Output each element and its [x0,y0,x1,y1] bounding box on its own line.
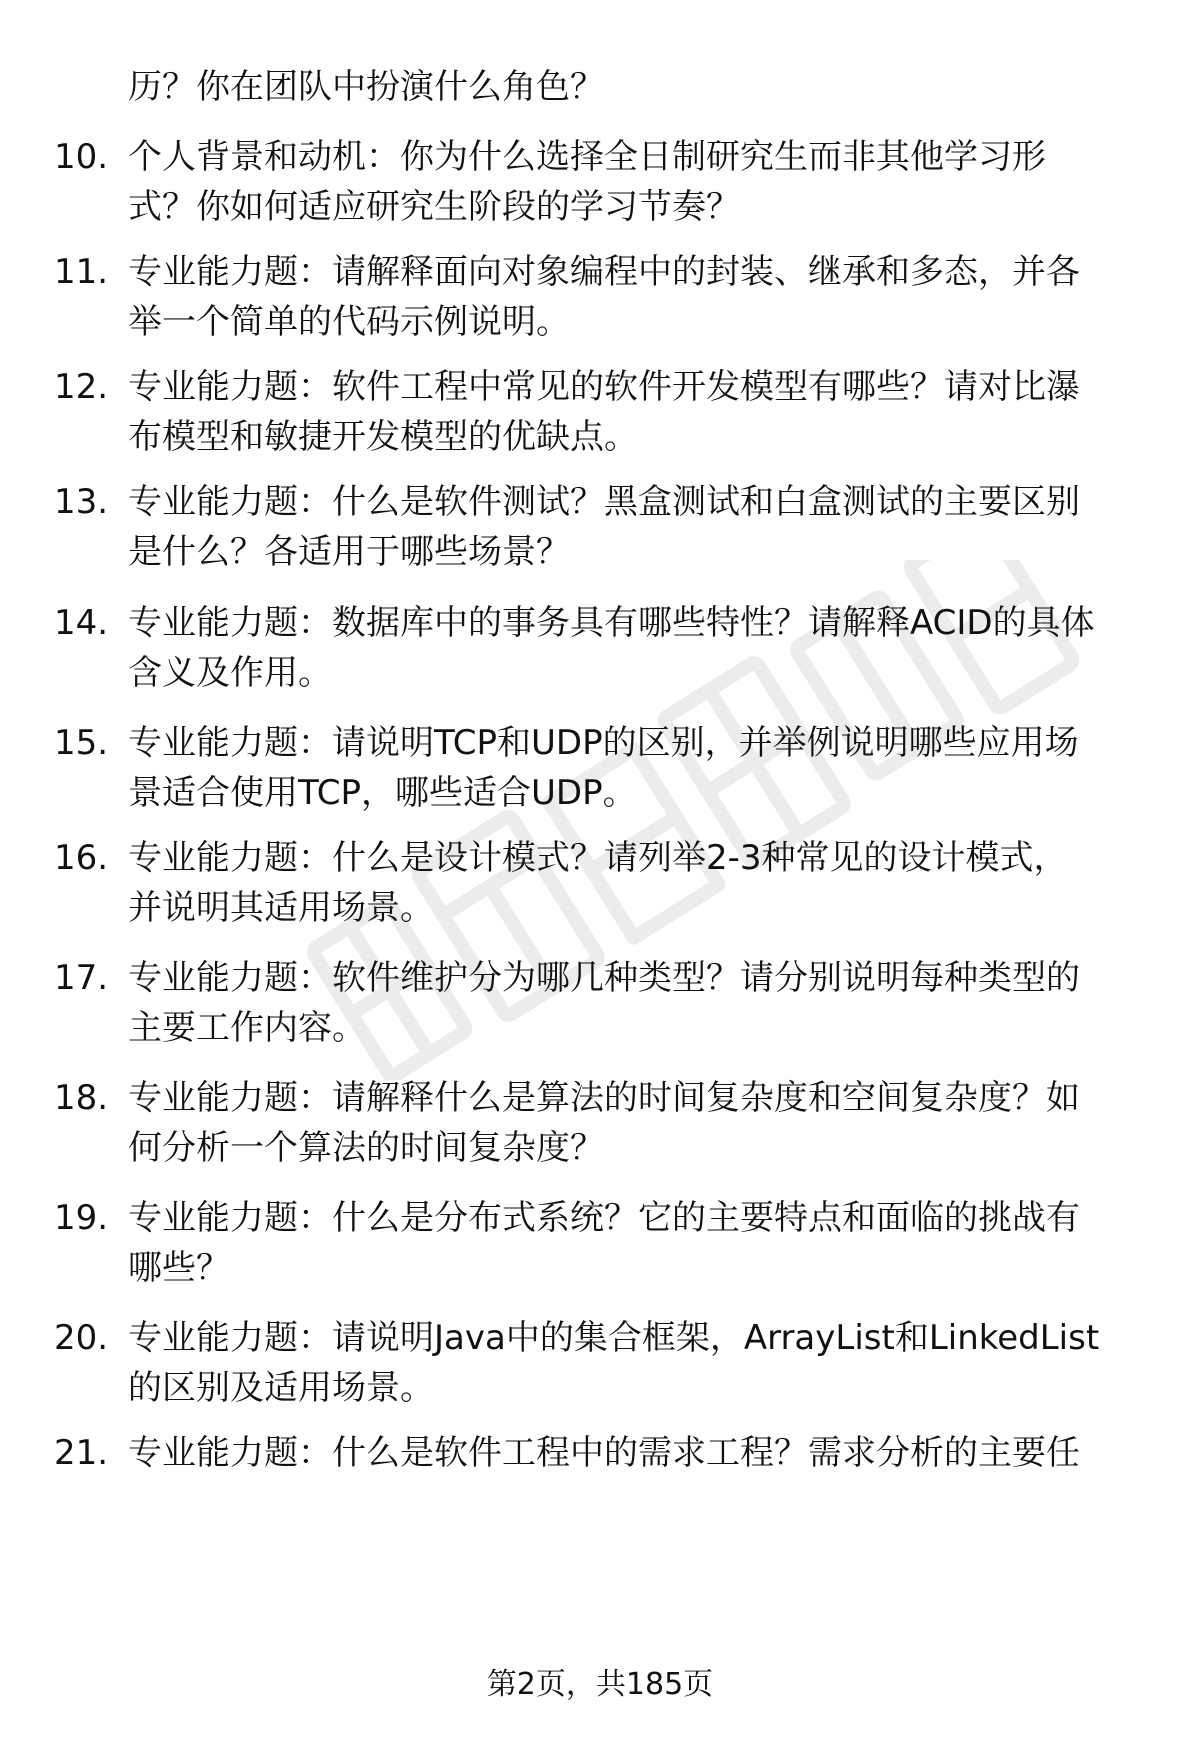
item-line: 是什么？各适用于哪些场景？ [128,532,570,572]
list-item [0,718,1200,828]
item-number: 21. [54,1433,109,1473]
item-text [128,718,1158,818]
item-line: 专业能力题：什么是软件工程中的需求工程？需求分析的主要任 [128,1433,1080,1473]
list-item [0,833,1200,943]
item-line: 并说明其适用场景。 [128,888,434,928]
item-line: 举一个简单的代码示例说明。 [128,302,570,342]
list-item [0,598,1200,708]
item-line: 专业能力题：软件维护分为哪几种类型？请分别说明每种类型的 [128,958,1080,998]
item-number: 12. [54,367,109,407]
item-number: 15. [54,723,109,763]
item-line: 专业能力题：什么是软件测试？黑盒测试和白盒测试的主要区别 [128,482,1080,522]
item-text [128,1193,1158,1293]
item-line: 专业能力题：请解释面向对象编程中的封装、继承和多态，并各 [128,252,1080,292]
item-line: 专业能力题：什么是分布式系统？它的主要特点和面临的挑战有 [128,1198,1080,1238]
item-number: 17. [54,958,109,998]
item-line: 景适合使用TCP，哪些适合UDP。 [128,773,637,813]
item-text [128,1313,1158,1413]
continued-line: 历？你在团队中扮演什么角色？ [128,67,604,107]
item-line: 的区别及适用场景。 [128,1368,434,1408]
list-item [0,477,1200,587]
list-item [0,362,1200,472]
item-text [128,247,1158,347]
item-text [128,132,1158,232]
item-line: 式？你如何适应研究生阶段的学习节奏？ [128,187,740,227]
item-line: 含义及作用。 [128,653,332,693]
list-item [0,247,1200,357]
item-number: 19. [54,1198,109,1238]
item-line: 专业能力题：什么是设计模式？请列举2-3种常见的设计模式， [128,838,1068,878]
item-text [128,362,1158,462]
item-line: 专业能力题：请说明Java中的集合框架，ArrayList和LinkedList [128,1318,1100,1358]
item-line: 专业能力题：数据库中的事务具有哪些特性？请解释ACID的具体 [128,603,1095,643]
item-line: 哪些？ [128,1248,230,1288]
item-number: 20. [54,1318,109,1358]
item-text [128,833,1158,933]
item-line: 何分析一个算法的时间复杂度？ [128,1128,604,1168]
item-line: 布模型和敏捷开发模型的优缺点。 [128,417,638,457]
list-item [0,1313,1200,1423]
item-number: 18. [54,1078,109,1118]
page-footer: 第2页，共185页 [486,1667,714,1702]
item-text [128,953,1158,1053]
item-line: 主要工作内容。 [128,1008,366,1048]
item-line: 个人背景和动机：你为什么选择全日制研究生而非其他学习形 [128,137,1046,177]
list-item [0,1193,1200,1303]
list-item [0,1073,1200,1183]
item-line: 专业能力题：请解释什么是算法的时间复杂度和空间复杂度？如 [128,1078,1080,1118]
item-text [128,598,1158,698]
list-item [0,953,1200,1063]
list-item [0,1428,1200,1538]
item-number: 10. [54,137,109,177]
item-number: 16. [54,838,109,878]
item-number: 11. [54,252,109,292]
item-line: 专业能力题：软件工程中常见的软件开发模型有哪些？请对比瀑 [128,367,1080,407]
item-text [128,477,1158,577]
item-text [128,1073,1158,1173]
list-item [0,132,1200,242]
item-number: 13. [54,482,109,522]
item-line: 专业能力题：请说明TCP和UDP的区别，并举例说明哪些应用场 [128,723,1079,763]
item-number: 14. [54,603,109,643]
item-text [128,1428,1158,1478]
